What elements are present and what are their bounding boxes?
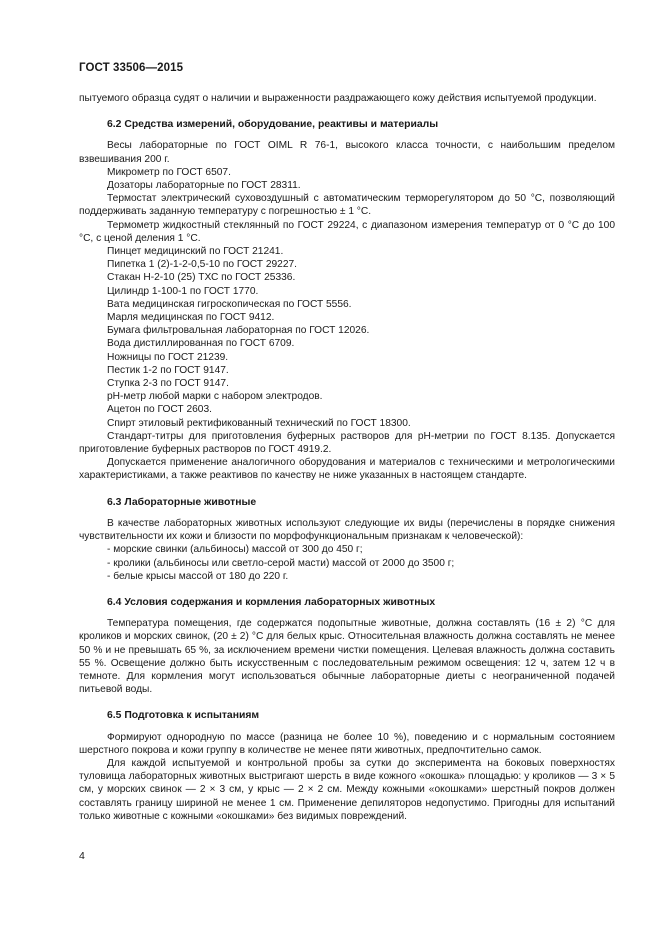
s62-item: Допускается применение аналогичного оборудования и материалов с техническими и метрологическими характеристиками, а также реактивов по качеству не ниже указанных в настоящем стандарте. — [79, 457, 615, 482]
s62-item: Марля медицинская по ГОСТ 9412. — [107, 312, 275, 324]
s64-paragraph: Температура помещения, где содержатся подопытные животные, должна составлять (16 ± 2) °С для кроликов и морских свинок, (20 ± 2) °С для белых крыс. Относительная влажность должна составлять не менее 50 % и не превышать 65 %, за исключением времени чистки помещения. Целевая влажность должна составить 55 %. Освещение должно быть искусственным с последовательным режимом освещения: 12 ч, затем 12 ч в темноте. Для кормления могут использоваться обычные лабораторные диеты с неограниченной подачей питьевой воды. — [79, 618, 615, 696]
s62-item: pH-метр любой марки с набором электродов. — [107, 391, 323, 403]
s62-item: Пипетка 1 (2)-1-2-0,5-10 по ГОСТ 29227. — [107, 259, 297, 271]
s62-item: Спирт этиловый ректификованный технический по ГОСТ 18300. — [107, 417, 411, 429]
s62-item: Дозаторы лабораторные по ГОСТ 28311. — [107, 180, 301, 192]
standard-header: ГОСТ 33506—2015 — [79, 62, 184, 74]
s62-item: Микрометр по ГОСТ 6507. — [107, 166, 231, 178]
s62-item: Ацетон по ГОСТ 2603. — [107, 404, 212, 416]
section-6-2-heading: 6.2 Средства измерений, оборудование, реактивы и материалы — [107, 119, 439, 131]
s62-item: Термостат электрический суховоздушный с автоматическим терморегулятором до 50 °С, позволяющий поддерживать заданную температуру с погрешностью ± 1 °С. — [79, 193, 615, 218]
s62-item: Пинцет медицинский по ГОСТ 21241. — [107, 246, 284, 258]
s62-item: Весы лабораторные по ГОСТ OIML R 76-1, высокого класса точности, с наибольшим пределом взвешивания 200 г. — [79, 140, 615, 165]
s62-item: Термометр жидкостный стеклянный по ГОСТ 29224, с диапазоном измерения температур от 0 °С до 100 °С, с ценой деления 1 °С. — [79, 219, 615, 244]
s62-item: Ступка 2-3 по ГОСТ 9147. — [107, 378, 229, 390]
intro-paragraph: пытуемого образца судят о наличии и выраженности раздражающего кожу действия испытуемой продукции. — [79, 93, 597, 104]
s62-item: Ножницы по ГОСТ 21239. — [107, 351, 229, 363]
s62-item: Стандарт-титры для приготовления буферных растворов для pH-метрии по ГОСТ 8.135. Допускается приготовление буферных растворов по ГОСТ 4919.2. — [79, 430, 615, 456]
animal-list-item: - кролики (альбиносы или светло-серой масти) массой от 2000 до 3500 г; — [107, 557, 455, 569]
s63-intro: В качестве лабораторных животных используют следующие их виды (перечислены в порядке снижения чувствительности их кожи и близости по морфофункциональным признакам к человеческой): — [79, 517, 615, 543]
section-6-4-heading: 6.4 Условия содержания и кормления лабораторных животных — [107, 596, 436, 608]
animal-list-item: - морские свинки (альбиносы) массой от 300 до 450 г; — [107, 544, 363, 556]
page-number: 4 — [79, 850, 85, 862]
section-6-5-heading: 6.5 Подготовка к испытаниям — [107, 710, 260, 722]
s62-item: Цилиндр 1-100-1 по ГОСТ 1770. — [107, 285, 259, 297]
animal-list-item: - белые крысы массой от 180 до 220 г. — [107, 570, 289, 582]
s62-item: Бумага фильтровальная лабораторная по ГОСТ 12026. — [107, 325, 370, 337]
s65-paragraph-2: Для каждой испытуемой и контрольной пробы за сутки до эксперимента на боковых поверхностях туловища лабораторных животных выстригают шерсть в виде кожного «окошка» площадью: у кроликов — 3 × 5 см, у морских свинок — 2 × 3 см, у крыс — 2 × 2 см. Между кожными «окошками» шерстный покров должен составлять границу шириной не менее 1 см. Применение депиляторов недопустимо. Пригодны для испытаний только животные с кожными «окошками» без видимых повреждений. — [79, 757, 615, 822]
s62-item: Стакан Н-2-10 (25) ТХС по ГОСТ 25336. — [107, 272, 296, 284]
s62-item: Вата медицинская гигроскопическая по ГОСТ 5556. — [107, 298, 352, 310]
s62-item: Пестик 1-2 по ГОСТ 9147. — [107, 364, 229, 376]
s65-paragraph-1: Формируют однородную по массе (разница не более 10 %), поведению и с нормальным состоянием шерстного покрова и кожи группу в количестве не менее пяти животных, предпочтительно самок. — [79, 731, 615, 756]
section-6-3-heading: 6.3 Лабораторные животные — [107, 496, 257, 508]
page-content — [79, 92, 615, 823]
s62-item: Вода дистиллированная по ГОСТ 6709. — [107, 338, 295, 350]
